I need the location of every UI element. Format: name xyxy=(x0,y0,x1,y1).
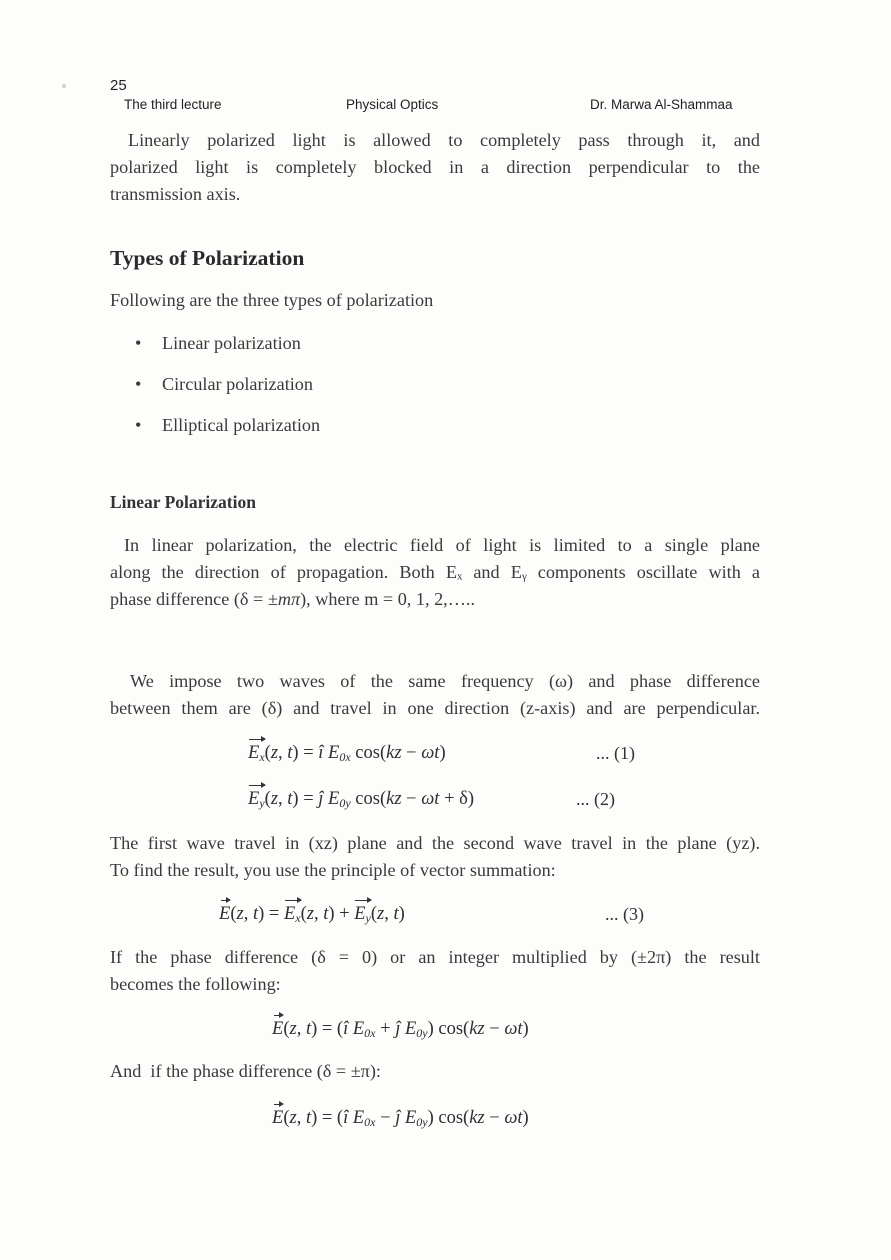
intro-line-3: transmission axis. xyxy=(110,184,241,204)
list-item: • Elliptical polarization xyxy=(135,415,321,435)
impose-line-1: We impose two waves of the same frequency (ω) and phase difference xyxy=(130,671,760,691)
intro-paragraph xyxy=(110,127,760,208)
linear-line-1: In linear polarization, the electric field of light is limited to a single plane xyxy=(124,535,760,555)
equation-5: E(z, t) = (î $E_{0x}$ − ĵ $E_{0y}$) cos(kz − ωt) xyxy=(272,1108,529,1129)
types-lead: Following are the three types of polarization xyxy=(110,290,434,310)
equation-3-number: ... (3) xyxy=(605,904,644,924)
phase-zero-line-1: If the phase difference (δ = 0) or an integer multiplied by (±2π) the result xyxy=(110,947,760,967)
types-heading: Types of Polarization xyxy=(110,246,305,270)
linear-paragraph xyxy=(110,532,760,613)
equation-2: $E_y(z$, t) = ĵ $E_{0y}$ cos(kz − ωt + δ) xyxy=(248,787,474,815)
phase-pi-line: And if the phase difference (δ = ±π): xyxy=(110,1061,381,1081)
impose-line-2: between them are (δ) and travel in one direction (z-axis) and are perpendicular. xyxy=(110,698,760,718)
phase-zero-line-2: becomes the following: xyxy=(110,974,281,994)
header-lecture: The third lecture xyxy=(124,97,222,112)
header-course: Physical Optics xyxy=(346,97,439,112)
wave-travel-paragraph xyxy=(110,830,760,884)
linear-line-3: phase difference (δ = ±mπ), where m = 0, 1, 2,….. xyxy=(110,589,476,609)
linear-heading: Linear Polarization xyxy=(110,492,256,512)
equation-1: $E_x(z$, t) = î $E_{0x}$ cos(kz − ωt) xyxy=(248,741,446,769)
impose-paragraph xyxy=(110,668,760,722)
wave-travel-line-2: To find the result, you use the principle of vector summation: xyxy=(110,860,556,880)
scan-speck xyxy=(62,84,66,88)
list-item: • Circular polarization xyxy=(135,374,313,394)
wave-travel-line-1: The first wave travel in (xz) plane and the second wave travel in the plane (yz). xyxy=(110,833,760,853)
equation-4: E(z, t) = (î $E_{0x}$ + ĵ $E_{0y}$) cos(kz − ωt) xyxy=(272,1019,529,1040)
linear-line-2: along the direction of propagation. Both Eₓ and Eᵧ components oscillate with a xyxy=(110,562,760,582)
list-item: • Linear polarization xyxy=(135,333,301,353)
equation-1-number: ... (1) xyxy=(596,743,635,763)
intro-line-1: Linearly polarized light is allowed to completely pass through it, and xyxy=(128,130,760,150)
equation-3: E(z, $t) = E_x(z$, $t) + E_y(z$, t) xyxy=(219,902,405,930)
page-number: 25 xyxy=(110,77,127,94)
equation-2-number: ... (2) xyxy=(576,789,615,809)
intro-line-2: polarized light is completely blocked in a direction perpendicular to the xyxy=(110,157,760,177)
header-author: Dr. Marwa Al-Shammaa xyxy=(590,97,733,112)
types-list xyxy=(135,332,320,455)
phase-zero-paragraph xyxy=(110,944,760,998)
